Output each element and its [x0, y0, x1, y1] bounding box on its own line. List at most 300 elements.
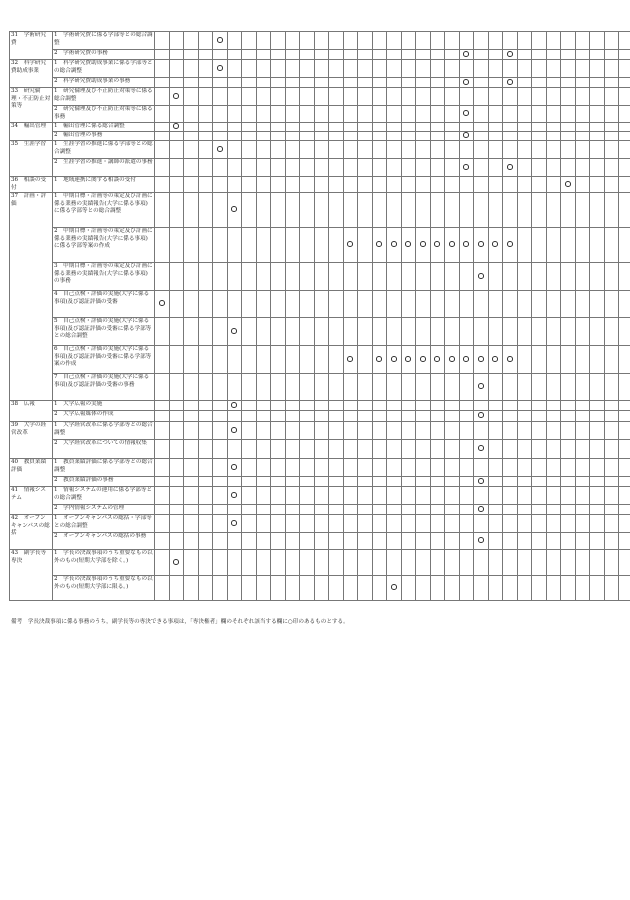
mark-cell: [343, 60, 358, 78]
mark-cell: [271, 576, 286, 601]
mark-cell: [488, 411, 503, 422]
mark-cell: [619, 346, 630, 374]
mark-cell: [184, 401, 199, 411]
mark-cell: [503, 228, 518, 263]
mark-cell: [416, 159, 431, 177]
mark-cell: [285, 422, 300, 440]
mark-cell: [546, 576, 561, 601]
mark-cell: [517, 318, 532, 346]
mark-cell: [285, 50, 300, 60]
table-row: [10, 193, 630, 228]
mark-cell: [445, 346, 460, 374]
mark-cell: [198, 515, 213, 533]
circle-mark-icon: [391, 356, 397, 362]
mark-cell: [561, 401, 576, 411]
item-cell: 2 学術研究費の事務: [53, 50, 155, 60]
mark-cell: [169, 515, 184, 533]
mark-cell: [430, 50, 445, 60]
mark-cell: [155, 346, 170, 374]
mark-cell: [372, 106, 387, 123]
mark-cell: [184, 159, 199, 177]
mark-cell: [401, 505, 416, 515]
mark-cell: [619, 193, 630, 228]
table-row: [10, 550, 630, 576]
mark-cell: [300, 78, 315, 88]
mark-cell: [459, 60, 474, 78]
mark-cell: [517, 487, 532, 505]
mark-cell: [372, 422, 387, 440]
mark-cell: [590, 263, 605, 291]
mark-cell: [488, 533, 503, 550]
mark-cell: [416, 440, 431, 459]
table-row: [10, 505, 630, 515]
mark-cell: [575, 374, 590, 401]
mark-cell: [329, 291, 344, 318]
mark-cell: [488, 515, 503, 533]
mark-cell: [474, 88, 489, 106]
mark-cell: [169, 576, 184, 601]
mark-cell: [184, 106, 199, 123]
mark-cell: [213, 132, 228, 141]
mark-cell: [561, 177, 576, 193]
category-cell: 43 副学長等専決: [10, 550, 53, 601]
mark-cell: [271, 193, 286, 228]
item-cell: 5 自己点検・評価の実施(大学に係る事項)及び認証評価の受審に係る学部等との総合調整: [53, 318, 155, 346]
mark-cell: [343, 177, 358, 193]
mark-cell: [271, 550, 286, 576]
mark-cell: [445, 411, 460, 422]
mark-cell: [242, 576, 257, 601]
mark-cell: [546, 263, 561, 291]
mark-cell: [227, 32, 242, 50]
item-cell: 2 大学広報媒体の作成: [53, 411, 155, 422]
mark-cell: [517, 422, 532, 440]
mark-cell: [169, 32, 184, 50]
mark-cell: [546, 422, 561, 440]
mark-cell: [546, 193, 561, 228]
mark-cell: [358, 193, 373, 228]
mark-cell: [169, 263, 184, 291]
category-cell: 33 研究倫理・不正防止対策等: [10, 88, 53, 123]
mark-cell: [213, 159, 228, 177]
mark-cell: [430, 193, 445, 228]
circle-mark-icon: [420, 241, 426, 247]
mark-cell: [401, 487, 416, 505]
mark-cell: [343, 422, 358, 440]
mark-cell: [532, 193, 547, 228]
circle-mark-icon: [507, 164, 513, 170]
mark-cell: [430, 440, 445, 459]
mark-cell: [575, 440, 590, 459]
mark-cell: [256, 88, 271, 106]
mark-cell: [271, 123, 286, 132]
mark-cell: [503, 88, 518, 106]
mark-cell: [459, 318, 474, 346]
mark-cell: [604, 411, 619, 422]
mark-cell: [155, 106, 170, 123]
mark-cell: [430, 318, 445, 346]
mark-cell: [401, 533, 416, 550]
mark-cell: [372, 346, 387, 374]
mark-cell: [430, 106, 445, 123]
mark-cell: [198, 177, 213, 193]
mark-cell: [155, 50, 170, 60]
mark-cell: [459, 440, 474, 459]
mark-cell: [590, 440, 605, 459]
mark-cell: [256, 477, 271, 487]
mark-cell: [314, 505, 329, 515]
mark-cell: [329, 505, 344, 515]
mark-cell: [474, 228, 489, 263]
mark-cell: [358, 291, 373, 318]
mark-cell: [474, 123, 489, 132]
mark-cell: [590, 422, 605, 440]
item-cell: 2 科学研究費助成事業の事務: [53, 78, 155, 88]
mark-cell: [575, 141, 590, 159]
mark-cell: [575, 533, 590, 550]
mark-cell: [546, 515, 561, 533]
mark-cell: [285, 177, 300, 193]
mark-cell: [184, 141, 199, 159]
mark-cell: [474, 550, 489, 576]
mark-cell: [459, 78, 474, 88]
mark-cell: [503, 477, 518, 487]
mark-cell: [372, 291, 387, 318]
mark-cell: [155, 141, 170, 159]
mark-cell: [590, 533, 605, 550]
mark-cell: [358, 411, 373, 422]
mark-cell: [604, 422, 619, 440]
mark-cell: [517, 291, 532, 318]
mark-cell: [242, 459, 257, 477]
mark-cell: [416, 177, 431, 193]
mark-cell: [590, 78, 605, 88]
mark-cell: [619, 159, 630, 177]
mark-cell: [169, 411, 184, 422]
mark-cell: [430, 60, 445, 78]
mark-cell: [474, 411, 489, 422]
mark-cell: [401, 318, 416, 346]
mark-cell: [546, 346, 561, 374]
mark-cell: [474, 401, 489, 411]
mark-cell: [213, 291, 228, 318]
mark-cell: [532, 123, 547, 132]
mark-cell: [430, 78, 445, 88]
mark-cell: [300, 318, 315, 346]
mark-cell: [532, 440, 547, 459]
mark-cell: [561, 576, 576, 601]
mark-cell: [590, 193, 605, 228]
mark-cell: [314, 60, 329, 78]
mark-cell: [300, 422, 315, 440]
item-cell: 1 地域連携に関する相談の受付: [53, 177, 155, 193]
mark-cell: [575, 576, 590, 601]
mark-cell: [604, 263, 619, 291]
mark-cell: [459, 291, 474, 318]
mark-cell: [575, 459, 590, 477]
mark-cell: [213, 487, 228, 505]
mark-cell: [474, 346, 489, 374]
mark-cell: [343, 106, 358, 123]
mark-cell: [184, 291, 199, 318]
mark-cell: [227, 505, 242, 515]
mark-cell: [604, 505, 619, 515]
mark-cell: [430, 374, 445, 401]
mark-cell: [401, 374, 416, 401]
mark-cell: [169, 123, 184, 132]
mark-cell: [213, 374, 228, 401]
mark-cell: [590, 123, 605, 132]
mark-cell: [474, 505, 489, 515]
mark-cell: [401, 411, 416, 422]
mark-cell: [387, 291, 402, 318]
mark-cell: [590, 60, 605, 78]
mark-cell: [300, 401, 315, 411]
mark-cell: [271, 78, 286, 88]
mark-cell: [503, 291, 518, 318]
mark-cell: [329, 515, 344, 533]
mark-cell: [590, 177, 605, 193]
mark-cell: [372, 263, 387, 291]
mark-cell: [314, 576, 329, 601]
mark-cell: [300, 374, 315, 401]
mark-cell: [503, 576, 518, 601]
mark-cell: [445, 159, 460, 177]
mark-cell: [532, 550, 547, 576]
mark-cell: [619, 374, 630, 401]
mark-cell: [256, 177, 271, 193]
mark-cell: [285, 88, 300, 106]
mark-cell: [532, 411, 547, 422]
mark-cell: [503, 123, 518, 132]
mark-cell: [227, 346, 242, 374]
item-cell: 2 研究倫理及び不正防止対策等に係る事務: [53, 106, 155, 123]
mark-cell: [213, 515, 228, 533]
circle-mark-icon: [391, 241, 397, 247]
mark-cell: [575, 88, 590, 106]
mark-cell: [430, 132, 445, 141]
mark-cell: [575, 346, 590, 374]
mark-cell: [546, 374, 561, 401]
mark-cell: [604, 477, 619, 487]
mark-cell: [329, 487, 344, 505]
mark-cell: [155, 78, 170, 88]
mark-cell: [590, 88, 605, 106]
table-row: [10, 32, 630, 50]
mark-cell: [416, 132, 431, 141]
mark-cell: [329, 550, 344, 576]
mark-cell: [517, 159, 532, 177]
mark-cell: [184, 78, 199, 88]
mark-cell: [198, 263, 213, 291]
mark-cell: [517, 106, 532, 123]
mark-cell: [387, 477, 402, 487]
mark-cell: [561, 515, 576, 533]
mark-cell: [227, 440, 242, 459]
mark-cell: [227, 401, 242, 411]
mark-cell: [459, 550, 474, 576]
mark-cell: [387, 576, 402, 601]
mark-cell: [474, 477, 489, 487]
mark-cell: [387, 318, 402, 346]
mark-cell: [227, 515, 242, 533]
mark-cell: [285, 401, 300, 411]
mark-cell: [532, 106, 547, 123]
mark-cell: [619, 318, 630, 346]
mark-cell: [198, 32, 213, 50]
mark-cell: [619, 177, 630, 193]
category-cell: 32 科学研究費助成事業: [10, 60, 53, 88]
mark-cell: [285, 487, 300, 505]
mark-cell: [590, 459, 605, 477]
item-cell: 4 自己点検・評価の実施(大学に係る事項)及び認証評価の受審: [53, 291, 155, 318]
mark-cell: [198, 318, 213, 346]
mark-cell: [213, 401, 228, 411]
circle-mark-icon: [434, 356, 440, 362]
circle-mark-icon: [405, 241, 411, 247]
mark-cell: [604, 401, 619, 411]
mark-cell: [242, 505, 257, 515]
mark-cell: [198, 440, 213, 459]
mark-cell: [358, 50, 373, 60]
mark-cell: [445, 123, 460, 132]
mark-cell: [256, 50, 271, 60]
mark-cell: [430, 263, 445, 291]
mark-cell: [488, 141, 503, 159]
mark-cell: [546, 487, 561, 505]
mark-cell: [358, 132, 373, 141]
mark-cell: [358, 440, 373, 459]
mark-cell: [561, 228, 576, 263]
mark-cell: [358, 88, 373, 106]
mark-cell: [416, 533, 431, 550]
mark-cell: [546, 50, 561, 60]
mark-cell: [416, 459, 431, 477]
mark-cell: [387, 132, 402, 141]
circle-mark-icon: [463, 164, 469, 170]
mark-cell: [169, 141, 184, 159]
mark-cell: [488, 50, 503, 60]
mark-cell: [184, 515, 199, 533]
mark-cell: [459, 123, 474, 132]
mark-cell: [604, 141, 619, 159]
mark-cell: [387, 88, 402, 106]
mark-cell: [488, 422, 503, 440]
mark-cell: [474, 141, 489, 159]
mark-cell: [546, 106, 561, 123]
table-row: [10, 78, 630, 88]
mark-cell: [169, 159, 184, 177]
mark-cell: [401, 78, 416, 88]
mark-cell: [300, 263, 315, 291]
mark-cell: [445, 32, 460, 50]
mark-cell: [271, 32, 286, 50]
mark-cell: [604, 177, 619, 193]
mark-cell: [575, 177, 590, 193]
category-cell: 34 輸出管理: [10, 123, 53, 141]
mark-cell: [517, 505, 532, 515]
mark-cell: [169, 228, 184, 263]
mark-cell: [488, 132, 503, 141]
mark-cell: [198, 422, 213, 440]
mark-cell: [343, 401, 358, 411]
mark-cell: [343, 440, 358, 459]
mark-cell: [314, 346, 329, 374]
mark-cell: [546, 159, 561, 177]
mark-cell: [532, 505, 547, 515]
circle-mark-icon: [347, 241, 353, 247]
circle-mark-icon: [217, 37, 223, 43]
mark-cell: [358, 318, 373, 346]
mark-cell: [474, 459, 489, 477]
mark-cell: [575, 318, 590, 346]
mark-cell: [285, 515, 300, 533]
circle-mark-icon: [565, 181, 571, 187]
mark-cell: [561, 318, 576, 346]
mark-cell: [198, 505, 213, 515]
mark-cell: [387, 440, 402, 459]
mark-cell: [271, 401, 286, 411]
circle-mark-icon: [159, 300, 165, 306]
mark-cell: [430, 123, 445, 132]
mark-cell: [343, 50, 358, 60]
mark-cell: [227, 318, 242, 346]
mark-cell: [387, 141, 402, 159]
mark-cell: [155, 487, 170, 505]
mark-cell: [256, 487, 271, 505]
mark-cell: [604, 88, 619, 106]
mark-cell: [271, 374, 286, 401]
mark-cell: [532, 88, 547, 106]
circle-mark-icon: [507, 79, 513, 85]
mark-cell: [416, 576, 431, 601]
mark-cell: [256, 515, 271, 533]
item-cell: 1 生涯学習の推進に係る学部等との総合調整: [53, 141, 155, 159]
mark-cell: [198, 141, 213, 159]
mark-cell: [590, 106, 605, 123]
mark-cell: [285, 78, 300, 88]
mark-cell: [604, 228, 619, 263]
mark-cell: [213, 318, 228, 346]
item-cell: 2 オープンキャンパスの総括の事務: [53, 533, 155, 550]
mark-cell: [590, 159, 605, 177]
mark-cell: [358, 106, 373, 123]
mark-cell: [198, 78, 213, 88]
mark-cell: [271, 177, 286, 193]
mark-cell: [561, 487, 576, 505]
mark-cell: [401, 88, 416, 106]
mark-cell: [256, 106, 271, 123]
mark-cell: [517, 515, 532, 533]
mark-cell: [329, 318, 344, 346]
mark-cell: [213, 50, 228, 60]
mark-cell: [474, 50, 489, 60]
mark-cell: [488, 78, 503, 88]
mark-cell: [372, 50, 387, 60]
mark-cell: [314, 440, 329, 459]
mark-cell: [358, 477, 373, 487]
mark-cell: [329, 159, 344, 177]
mark-cell: [155, 374, 170, 401]
circle-mark-icon: [405, 356, 411, 362]
mark-cell: [314, 459, 329, 477]
mark-cell: [488, 318, 503, 346]
mark-cell: [619, 228, 630, 263]
mark-cell: [517, 132, 532, 141]
mark-cell: [285, 346, 300, 374]
mark-cell: [561, 141, 576, 159]
mark-cell: [532, 78, 547, 88]
